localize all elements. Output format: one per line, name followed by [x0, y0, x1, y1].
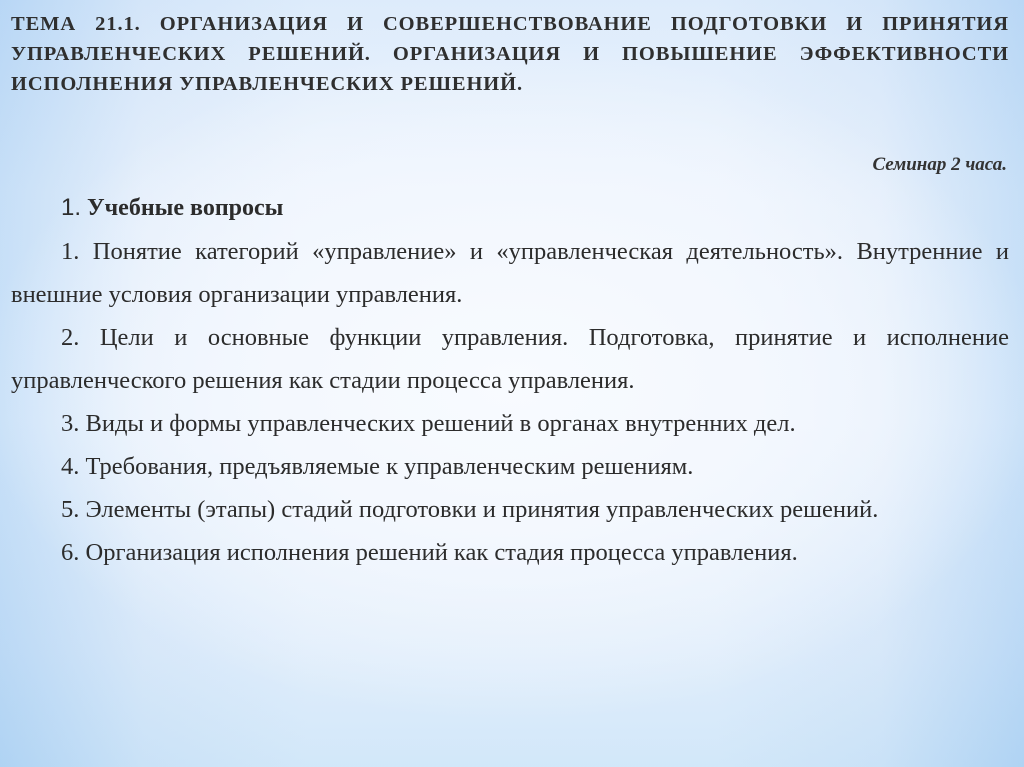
study-questions	[11, 186, 1009, 574]
section-label: Учебные вопросы	[87, 195, 284, 221]
question-item: 2. Цели и основные функции управления. Подготовка, принятие и исполнение управленческого решения как стадии процесса управления.	[11, 324, 1009, 394]
seminar-duration: Семинар 2 часа.	[872, 154, 1007, 175]
question-item: 6. Организация исполнения решений как стадия процесса управления.	[61, 539, 798, 566]
section-heading	[11, 186, 1009, 230]
section-number: 1.	[61, 194, 82, 221]
question-item: 4. Требования, предъявляемые к управленческим решениям.	[61, 453, 694, 480]
question-item: 1. Понятие категорий «управление» и «управленческая деятельность». Внутренние и внешние условия организации управления.	[11, 238, 1009, 308]
question-item: 3. Виды и формы управленческих решений в органах внутренних дел.	[61, 410, 796, 437]
topic-title: ТЕМА 21.1. ОРГАНИЗАЦИЯ И СОВЕРШЕНСТВОВАНИЕ ПОДГОТОВКИ И ПРИНЯТИЯ УПРАВЛЕНЧЕСКИХ РЕШЕНИЙ. ОРГАНИЗАЦИЯ И ПОВЫШЕНИЕ ЭФФЕКТИВНОСТИ ИСПОЛНЕНИЯ УПРАВЛЕНЧЕСКИХ РЕШЕНИЙ.	[11, 13, 1009, 95]
question-item: 5. Элементы (этапы) стадий подготовки и принятия управленческих решений.	[61, 496, 879, 523]
